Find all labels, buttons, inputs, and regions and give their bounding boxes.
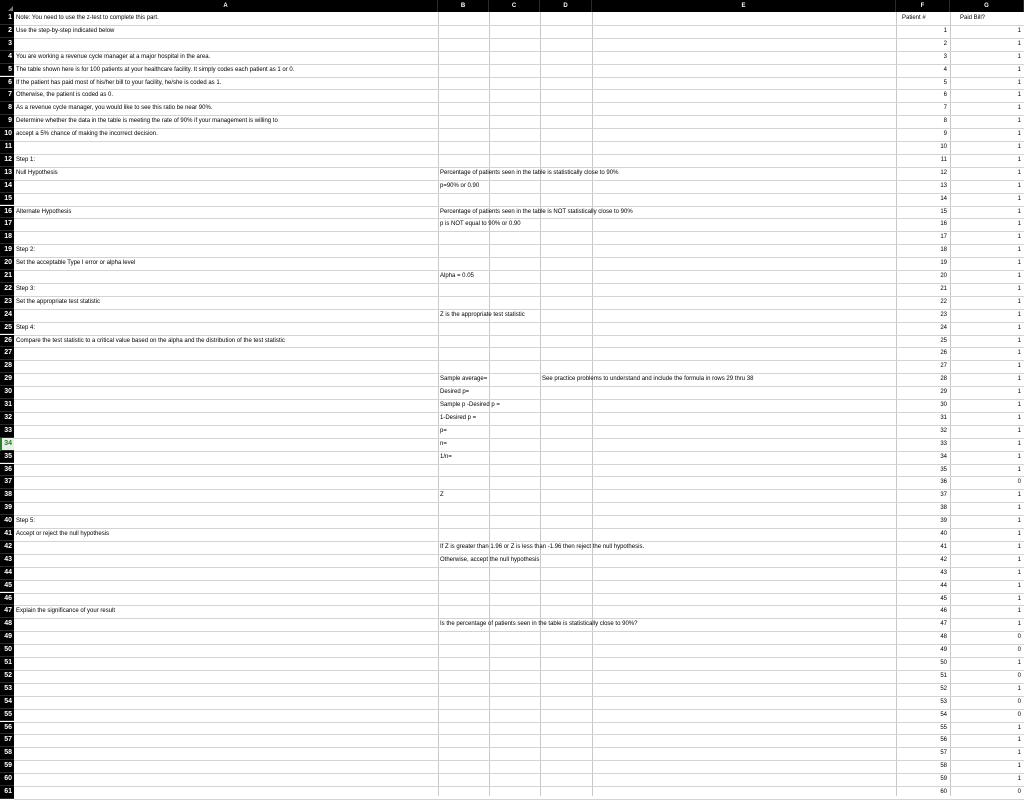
- select-all-triangle-icon: [8, 6, 13, 11]
- row-gridline: [14, 644, 1024, 645]
- cell-f31[interactable]: 30: [940, 402, 947, 408]
- cell-f55[interactable]: 54: [940, 711, 947, 718]
- row-header-18[interactable]: 18: [0, 231, 14, 244]
- cell-g29[interactable]: 1: [1017, 376, 1021, 383]
- cell-f48[interactable]: 47: [940, 621, 947, 628]
- row-header-50[interactable]: 50: [0, 644, 14, 657]
- cell-g11[interactable]: 1: [1017, 144, 1021, 150]
- row-gridline: [14, 670, 1024, 671]
- cell-a19[interactable]: Step 2:: [16, 247, 36, 254]
- cell-g8[interactable]: 1: [1017, 105, 1021, 112]
- cell-f45[interactable]: 44: [940, 582, 947, 589]
- cell-f4[interactable]: 3: [943, 53, 947, 60]
- cell-g14[interactable]: 1: [1017, 182, 1021, 189]
- cell-a9[interactable]: Determine whether the data in the table is meeting the rate of 90% if your management is willing to: [16, 118, 278, 125]
- row-gridline: [14, 231, 1024, 232]
- row-header-27[interactable]: 27: [0, 347, 14, 360]
- row-header-15[interactable]: 15: [0, 193, 14, 206]
- cell-f23[interactable]: 22: [940, 298, 947, 305]
- cell-g5[interactable]: 1: [1017, 66, 1021, 73]
- cell-g58[interactable]: 1: [1017, 750, 1021, 757]
- cell-f9[interactable]: 8: [943, 118, 947, 125]
- cell-g30[interactable]: 1: [1017, 389, 1021, 396]
- cell-f58[interactable]: 57: [940, 750, 947, 757]
- cell-b21[interactable]: Alpha = 0.05: [440, 273, 474, 279]
- row-header-12[interactable]: 12: [0, 154, 14, 167]
- row-header-32[interactable]: 32: [0, 412, 14, 425]
- row-header-34[interactable]: 34: [0, 438, 14, 451]
- cell-f49[interactable]: 48: [940, 634, 947, 641]
- cell-b31[interactable]: Sample p -Desired p =: [440, 402, 500, 408]
- row-header-55[interactable]: 55: [0, 709, 14, 722]
- cell-b48[interactable]: Is the percentage of patients seen in the table is statistically close to 90%?: [440, 621, 638, 628]
- row-header-44[interactable]: 44: [0, 567, 14, 580]
- row-header-57[interactable]: 57: [0, 734, 14, 747]
- row-header-31[interactable]: 31: [0, 399, 14, 412]
- row-header-7[interactable]: 7: [0, 89, 14, 102]
- cell-g56[interactable]: 1: [1017, 724, 1021, 731]
- cell-g53[interactable]: 1: [1017, 685, 1021, 692]
- row-header-10[interactable]: 10: [0, 128, 14, 141]
- cell-f50[interactable]: 49: [940, 647, 947, 654]
- cell-g50[interactable]: 0: [1017, 647, 1021, 654]
- row-header-14[interactable]: 14: [0, 180, 14, 193]
- cell-g20[interactable]: 1: [1017, 260, 1021, 267]
- cell-g45[interactable]: 1: [1017, 582, 1021, 589]
- cell-f8[interactable]: 7: [943, 105, 947, 112]
- cell-f56[interactable]: 55: [940, 724, 947, 731]
- cell-f27[interactable]: 26: [940, 350, 947, 357]
- column-header-g[interactable]: G: [950, 0, 1024, 12]
- cell-g57[interactable]: 1: [1017, 737, 1021, 744]
- column-header-a[interactable]: A: [14, 0, 438, 12]
- cell-g24[interactable]: 1: [1017, 311, 1021, 318]
- cell-g38[interactable]: 1: [1017, 492, 1021, 499]
- cell-a23[interactable]: Set the appropriate test statistic: [16, 298, 101, 305]
- row-gridline: [14, 722, 1024, 723]
- cell-b34[interactable]: n=: [440, 440, 447, 447]
- cell-g48[interactable]: 1: [1017, 621, 1021, 628]
- row-header-61[interactable]: 61: [0, 786, 14, 799]
- cell-g6[interactable]: 1: [1017, 79, 1021, 86]
- row-header-38[interactable]: 38: [0, 489, 14, 502]
- cell-a41[interactable]: Accept or reject the null hypothesis: [16, 531, 110, 537]
- cell-b14[interactable]: p=90% or 0.90: [440, 182, 480, 189]
- cell-g13[interactable]: 1: [1017, 169, 1021, 176]
- row-header-36[interactable]: 36: [0, 464, 14, 477]
- cell-a5[interactable]: The table shown here is for 100 patients at your healthcare facility. It simply codes each patient as 1 or 0.: [16, 66, 295, 73]
- cell-g46[interactable]: 1: [1017, 595, 1021, 602]
- cell-g49[interactable]: 0: [1017, 634, 1021, 641]
- row-header-49[interactable]: 49: [0, 631, 14, 644]
- cell-a6[interactable]: If the patient has paid most of his/her bill to your facility, he/she is coded as 1.: [16, 79, 222, 86]
- cell-f47[interactable]: 46: [940, 608, 947, 615]
- cell-b29[interactable]: Sample average=: [440, 376, 488, 383]
- cell-g36[interactable]: 1: [1017, 466, 1021, 473]
- cell-a12[interactable]: Step 1:: [16, 156, 36, 163]
- cell-f16[interactable]: 15: [940, 208, 947, 215]
- cell-g3[interactable]: 1: [1017, 40, 1021, 47]
- cell-f6[interactable]: 5: [943, 79, 947, 86]
- column-header-b[interactable]: B: [438, 0, 489, 12]
- row-header-53[interactable]: 53: [0, 683, 14, 696]
- row-gridline: [14, 593, 1024, 594]
- row-gridline: [14, 580, 1024, 581]
- row-gridline: [14, 773, 1024, 774]
- cell-f43[interactable]: 42: [940, 556, 947, 563]
- cell-g12[interactable]: 1: [1017, 156, 1021, 163]
- cell-g9[interactable]: 1: [1017, 118, 1021, 125]
- column-gridline: [592, 12, 593, 796]
- cell-f28[interactable]: 27: [940, 363, 947, 370]
- cell-f25[interactable]: 24: [940, 324, 947, 331]
- cell-a2[interactable]: Use the step-by-step indicated below: [16, 27, 115, 34]
- cell-g52[interactable]: 0: [1017, 672, 1021, 679]
- cell-g17[interactable]: 1: [1017, 221, 1021, 228]
- cell-g61[interactable]: 0: [1017, 789, 1021, 795]
- row-gridline: [14, 747, 1024, 748]
- row-gridline: [14, 760, 1024, 761]
- row-header-8[interactable]: 8: [0, 102, 14, 115]
- row-gridline: [14, 734, 1024, 735]
- cell-g59[interactable]: 1: [1017, 763, 1021, 770]
- row-header-4[interactable]: 4: [0, 51, 14, 64]
- cell-f19[interactable]: 18: [940, 247, 947, 254]
- cell-f44[interactable]: 43: [940, 569, 947, 576]
- cell-f38[interactable]: 37: [940, 492, 947, 499]
- cell-f51[interactable]: 50: [940, 660, 947, 666]
- cell-f54[interactable]: 53: [940, 698, 947, 705]
- cell-f15[interactable]: 14: [940, 195, 947, 202]
- column-header-c[interactable]: C: [489, 0, 540, 12]
- cell-g51[interactable]: 1: [1017, 660, 1021, 666]
- cell-f40[interactable]: 39: [940, 518, 947, 525]
- cell-g4[interactable]: 1: [1017, 53, 1021, 60]
- cell-g7[interactable]: 1: [1017, 92, 1021, 99]
- cell-g32[interactable]: 1: [1017, 414, 1021, 421]
- cell-g23[interactable]: 1: [1017, 298, 1021, 305]
- row-header-59[interactable]: 59: [0, 760, 14, 773]
- row-header-23[interactable]: 23: [0, 296, 14, 309]
- row-header-3[interactable]: 3: [0, 38, 14, 51]
- row-header-41[interactable]: 41: [0, 528, 14, 541]
- cell-g35[interactable]: 1: [1017, 453, 1021, 460]
- row-header-43[interactable]: 43: [0, 554, 14, 567]
- row-gridline: [14, 657, 1024, 658]
- row-gridline: [14, 709, 1024, 710]
- cell-g25[interactable]: 1: [1017, 324, 1021, 331]
- row-header-42[interactable]: 42: [0, 541, 14, 554]
- cell-f20[interactable]: 19: [940, 260, 947, 267]
- cell-g2[interactable]: 1: [1017, 27, 1021, 34]
- cell-f5[interactable]: 4: [943, 66, 947, 73]
- cell-f12[interactable]: 11: [940, 156, 947, 163]
- row-header-24[interactable]: 24: [0, 309, 14, 322]
- cell-g18[interactable]: 1: [1017, 234, 1021, 241]
- cell-a40[interactable]: Step 5:: [16, 518, 36, 525]
- row-header-35[interactable]: 35: [0, 451, 14, 464]
- cell-a47[interactable]: Explain the significance of your result: [16, 608, 116, 615]
- cell-b17[interactable]: p is NOT equal to 90% or 0.90: [440, 221, 521, 228]
- row-header-39[interactable]: 39: [0, 502, 14, 515]
- cell-f30[interactable]: 29: [940, 389, 947, 396]
- row-header-20[interactable]: 20: [0, 257, 14, 270]
- row-header-51[interactable]: 51: [0, 657, 14, 670]
- row-header-6[interactable]: 6: [0, 77, 14, 90]
- row-header-46[interactable]: 46: [0, 593, 14, 606]
- row-header-45[interactable]: 45: [0, 580, 14, 593]
- cell-f36[interactable]: 35: [940, 466, 947, 473]
- cell-a7[interactable]: Otherwise, the patient is coded as 0.: [16, 92, 114, 99]
- cell-f41[interactable]: 40: [940, 531, 947, 537]
- cell-g44[interactable]: 1: [1017, 569, 1021, 576]
- cell-b35[interactable]: 1/n=: [440, 453, 452, 460]
- cell-f46[interactable]: 45: [940, 595, 947, 602]
- cell-g26[interactable]: 1: [1017, 337, 1021, 344]
- cell-f2[interactable]: 1: [943, 27, 947, 34]
- row-gridline: [14, 696, 1024, 697]
- row-gridline: [14, 786, 1024, 787]
- row-gridline: [14, 193, 1024, 194]
- cell-g55[interactable]: 0: [1017, 711, 1021, 718]
- row-header-37[interactable]: 37: [0, 476, 14, 489]
- cell-g60[interactable]: 1: [1017, 776, 1021, 783]
- cell-a20[interactable]: Set the acceptable Type I error or alpha level: [16, 260, 136, 267]
- cell-f52[interactable]: 51: [940, 672, 947, 679]
- cell-b13[interactable]: Percentage of patients seen in the table is statistically close to 90%: [440, 169, 619, 176]
- cell-f60[interactable]: 59: [940, 776, 947, 783]
- cell-g54[interactable]: 0: [1017, 698, 1021, 705]
- cell-f26[interactable]: 25: [940, 337, 947, 344]
- row-header-19[interactable]: 19: [0, 244, 14, 257]
- row-header-26[interactable]: 26: [0, 335, 14, 348]
- row-gridline: [14, 502, 1024, 503]
- cell-g43[interactable]: 1: [1017, 556, 1021, 563]
- cell-d29[interactable]: See practice problems to understand and include the formula in rows 29 thru 38: [542, 376, 754, 383]
- cell-g42[interactable]: 1: [1017, 543, 1021, 550]
- cell-a8[interactable]: As a revenue cycle manager, you would like to see this ratio be near 90%.: [16, 105, 213, 112]
- row-gridline: [14, 360, 1024, 361]
- cell-f35[interactable]: 34: [940, 453, 947, 460]
- row-header-13[interactable]: 13: [0, 167, 14, 180]
- row-header-40[interactable]: 40: [0, 515, 14, 528]
- column-header-e[interactable]: E: [592, 0, 896, 12]
- row-gridline: [14, 38, 1024, 39]
- row-header-11[interactable]: 11: [0, 141, 14, 154]
- row-header-22[interactable]: 22: [0, 283, 14, 296]
- cell-g39[interactable]: 1: [1017, 505, 1021, 512]
- cell-f22[interactable]: 21: [940, 285, 947, 292]
- cell-g31[interactable]: 1: [1017, 402, 1021, 408]
- cell-f10[interactable]: 9: [943, 131, 947, 138]
- cell-g15[interactable]: 1: [1017, 195, 1021, 202]
- row-header-54[interactable]: 54: [0, 696, 14, 709]
- cell-f32[interactable]: 31: [940, 414, 947, 421]
- row-header-16[interactable]: 16: [0, 206, 14, 219]
- row-header-47[interactable]: 47: [0, 605, 14, 618]
- cell-a4[interactable]: You are working a revenue cycle manager at a major hospital in the area.: [16, 53, 211, 60]
- cell-f11[interactable]: 10: [940, 144, 947, 150]
- row-header-60[interactable]: 60: [0, 773, 14, 786]
- row-gridline: [14, 347, 1024, 348]
- cell-a10[interactable]: accept a 5% chance of making the incorrect decision.: [16, 131, 158, 138]
- cell-f37[interactable]: 36: [940, 479, 947, 486]
- cell-f29[interactable]: 28: [940, 376, 947, 383]
- cell-a25[interactable]: Step 4:: [16, 324, 36, 331]
- select-all-corner[interactable]: [0, 0, 14, 12]
- cell-g33[interactable]: 1: [1017, 427, 1021, 434]
- cell-a26[interactable]: Compare the test statistic to a critical value based on the alpha and the distribution of the test statistic: [16, 337, 285, 344]
- cell-g22[interactable]: 1: [1017, 285, 1021, 292]
- cell-b30[interactable]: Desired p=: [440, 389, 470, 396]
- row-gridline: [14, 567, 1024, 568]
- row-header-29[interactable]: 29: [0, 373, 14, 386]
- row-header-21[interactable]: 21: [0, 270, 14, 283]
- row-header-9[interactable]: 9: [0, 115, 14, 128]
- cell-g34[interactable]: 1: [1017, 440, 1021, 447]
- cell-f14[interactable]: 13: [940, 182, 947, 189]
- cell-a22[interactable]: Step 3:: [16, 285, 36, 292]
- cell-f24[interactable]: 23: [940, 311, 947, 318]
- column-header-d[interactable]: D: [540, 0, 592, 12]
- row-header-33[interactable]: 33: [0, 425, 14, 438]
- cell-b42[interactable]: If Z is greater than 1.96 or Z is less than -1.96 then reject the null hypothesis.: [440, 543, 645, 550]
- cell-f18[interactable]: 17: [940, 234, 947, 241]
- cell-g28[interactable]: 1: [1017, 363, 1021, 370]
- cell-f17[interactable]: 16: [940, 221, 947, 228]
- cell-f3[interactable]: 2: [943, 40, 947, 47]
- row-header-28[interactable]: 28: [0, 360, 14, 373]
- row-header-56[interactable]: 56: [0, 722, 14, 735]
- cell-g41[interactable]: 1: [1017, 531, 1021, 537]
- row-header-52[interactable]: 52: [0, 670, 14, 683]
- cell-f33[interactable]: 32: [940, 427, 947, 434]
- cell-f7[interactable]: 6: [943, 92, 947, 99]
- cell-b43[interactable]: Otherwise, accept the null hypothesis: [440, 556, 540, 563]
- row-header-5[interactable]: 5: [0, 64, 14, 77]
- cell-a16[interactable]: Alternate Hypothesis: [16, 208, 72, 215]
- cell-f21[interactable]: 20: [940, 273, 947, 279]
- cell-g21[interactable]: 1: [1017, 273, 1021, 279]
- row-gridline: [14, 476, 1024, 477]
- row-header-58[interactable]: 58: [0, 747, 14, 760]
- row-gridline: [14, 631, 1024, 632]
- row-gridline: [14, 683, 1024, 684]
- cell-b24[interactable]: Z is the appropriate test statistic: [440, 311, 525, 318]
- cell-g10[interactable]: 1: [1017, 131, 1021, 138]
- row-gridline: [14, 464, 1024, 465]
- cell-a1[interactable]: Note: You need to use the z-test to complete this part.: [16, 15, 159, 21]
- cell-f42[interactable]: 41: [940, 543, 947, 550]
- row-header-2[interactable]: 2: [0, 25, 14, 38]
- cell-g1[interactable]: Paid Bill?: [960, 15, 986, 21]
- cell-f1[interactable]: Patient #: [902, 15, 926, 21]
- cell-b38[interactable]: Z: [440, 492, 444, 499]
- cell-g47[interactable]: 1: [1017, 608, 1021, 615]
- cell-b33[interactable]: p=: [440, 427, 447, 434]
- cell-b16[interactable]: Percentage of patients seen in the table is NOT statistically close to 90%: [440, 208, 633, 215]
- cell-g40[interactable]: 1: [1017, 518, 1021, 525]
- row-header-17[interactable]: 17: [0, 218, 14, 231]
- cell-f57[interactable]: 56: [940, 737, 947, 744]
- cell-g27[interactable]: 1: [1017, 350, 1021, 357]
- cell-f61[interactable]: 60: [940, 789, 947, 795]
- row-header-48[interactable]: 48: [0, 618, 14, 631]
- cell-b32[interactable]: 1-Desired p =: [440, 414, 477, 421]
- row-header-30[interactable]: 30: [0, 386, 14, 399]
- cell-f39[interactable]: 38: [940, 505, 947, 512]
- cell-g37[interactable]: 0: [1017, 479, 1021, 486]
- row-header-1[interactable]: 1: [0, 12, 14, 25]
- row-header-25[interactable]: 25: [0, 322, 14, 335]
- cell-f13[interactable]: 12: [940, 169, 947, 176]
- cell-g19[interactable]: 1: [1017, 247, 1021, 254]
- cell-a13[interactable]: Null Hypothesis: [16, 169, 58, 176]
- row-gridline: [14, 141, 1024, 142]
- cell-g16[interactable]: 1: [1017, 208, 1021, 215]
- column-header-f[interactable]: F: [896, 0, 950, 12]
- cell-f53[interactable]: 52: [940, 685, 947, 692]
- cell-f34[interactable]: 33: [940, 440, 947, 447]
- cell-f59[interactable]: 58: [940, 763, 947, 770]
